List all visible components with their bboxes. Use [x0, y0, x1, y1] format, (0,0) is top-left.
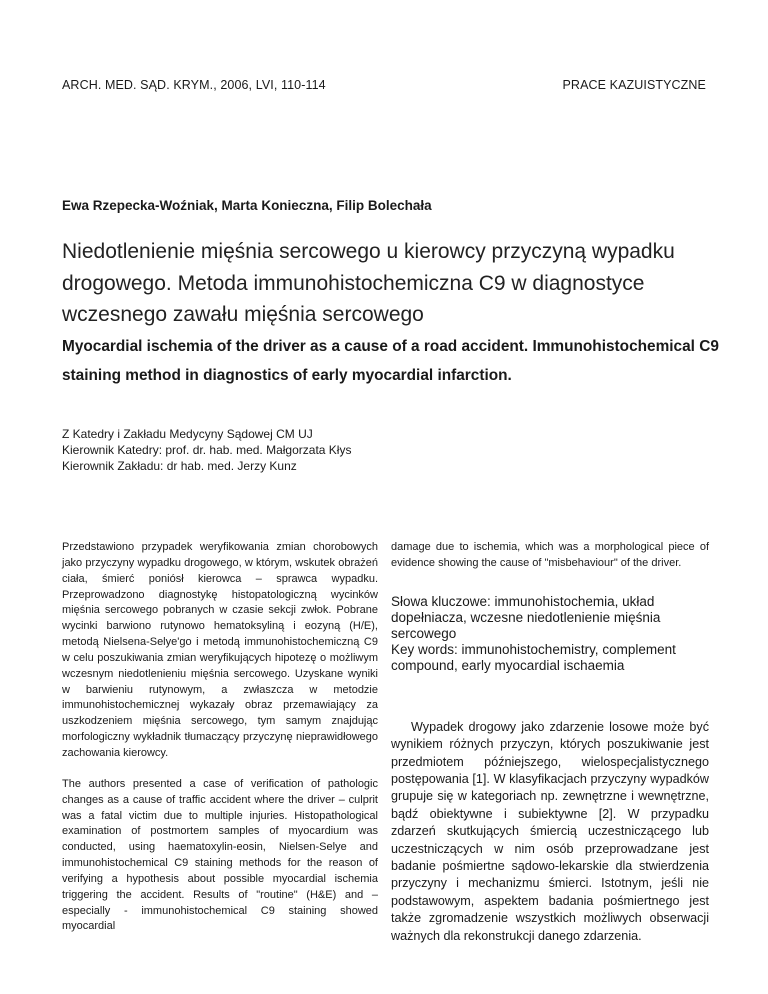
abstract-english: The authors presented a case of verification of pathologic changes as a cause of traffic accident where the driver – culprit was a fatal victim due to multiple injuries. Histopathological examination of postmortem samples of myocardium was conducted, using haematoxylin-eosin, Nielsen-Selye and immunohistochemical C9 staining methods for the reason of verifying a hypothesis about possible myocardial ischemia triggering the accident. Results of "routine" (H&E) and – especially - immunohistochemical C9 staining showed myocardial	[62, 777, 378, 933]
keywords-english: Key words: immunohistochemistry, complement compound, early myocardial ischaemia	[391, 641, 676, 673]
keywords	[391, 594, 709, 674]
title-english: Myocardial ischemia of the driver as a cause of a road accident. Immunohistochemical C9 staining method in diagnostics of early myocardial infarction.	[62, 338, 719, 384]
authors: Ewa Rzepecka-Woźniak, Marta Konieczna, Filip Bolechała	[62, 198, 432, 213]
keywords-polish: Słowa kluczowe: immunohistochemia, układ dopełniacza, wczesne niedotlenienie mięśnia sercowego	[391, 593, 661, 641]
journal-citation: ARCH. MED. SĄD. KRYM., 2006, LVI, 110-114	[62, 78, 326, 92]
abstract-polish: Przedstawiono przypadek weryfikowania zmian chorobowych jako przyczyny wypadku drogowego, w którym, wskutek obrażeń ciała, śmierć poniósł kierowca – sprawca wypadku. Przeprowadzono diagnostykę histopatologiczną wycinków mięśnia sercowego pobranych w czasie sekcji zwłok. Pobrane wycinki barwiono rutynowo hematoksyliną i eozyną (H/E), metodą Nielsena-Selye'go i metodą immunohistochemiczną C9 w celu poszukiwania zmian weryfikujących hipotezę o możliwym wczesnym niedotlenieniu mięśnia sercowego. Uzyskane wyniki w barwieniu rutynowym, a zwłaszcza w metodzie immunohistochemicznej wykazały obraz przemawiający za uszkodzeniem mięśnia sercowego, tym samym znajdując morfologiczny wykładnik tłumaczący przyczynę nieprawidłowego zachowania kierowcy.	[62, 541, 378, 759]
abstract-english-continued: damage due to ischemia, which was a morphological piece of evidence showing the cause of "misbehaviour" of the driver.	[391, 541, 709, 569]
affiliation-head-chair: Kierownik Katedry: prof. dr. hab. med. Małgorzata Kłys	[62, 443, 352, 457]
title-polish: Niedotlenienie mięśnia sercowego u kierowcy przyczyną wypadku drogowego. Metoda immunohistochemiczna C9 w diagnostyce wczesnego zawału mięśnia sercowego	[62, 240, 675, 326]
left-column	[62, 540, 378, 935]
body-paragraph: Wypadek drogowy jako zdarzenie losowe może być wynikiem różnych przyczyn, których poszukiwanie jest przedmiotem późniejszego, wielospecjalistycznego postępowania [1]. W klasyfikacjach przyczyny wypadków grupuje się w kategoriach np. zewnętrzne i wewnętrzne, bądź obiektywne i subiektywne [2]. W przypadku zdarzeń skutkujących śmiercią uczestniczącego lub uczestniczących w nim osób przeprowadzane jest badanie pośmiertne sądowo-lekarskie dla stwierdzenia przyczyny i mechanizmu śmierci. Istotnym, jeśli nie podstawowym, aspektem badania pośmiertnego jest także zgromadzenie wszystkich możliwych obserwacji ważnych dla rekonstrukcji danego zdarzenia.	[391, 719, 709, 943]
affiliation-department: Z Katedry i Zakładu Medycyny Sądowej CM UJ	[62, 427, 313, 441]
affiliation	[62, 426, 351, 474]
right-column	[391, 540, 709, 958]
affiliation-head-unit: Kierownik Zakładu: dr hab. med. Jerzy Kunz	[62, 459, 297, 473]
section-label: PRACE KAZUISTYCZNE	[562, 78, 706, 92]
